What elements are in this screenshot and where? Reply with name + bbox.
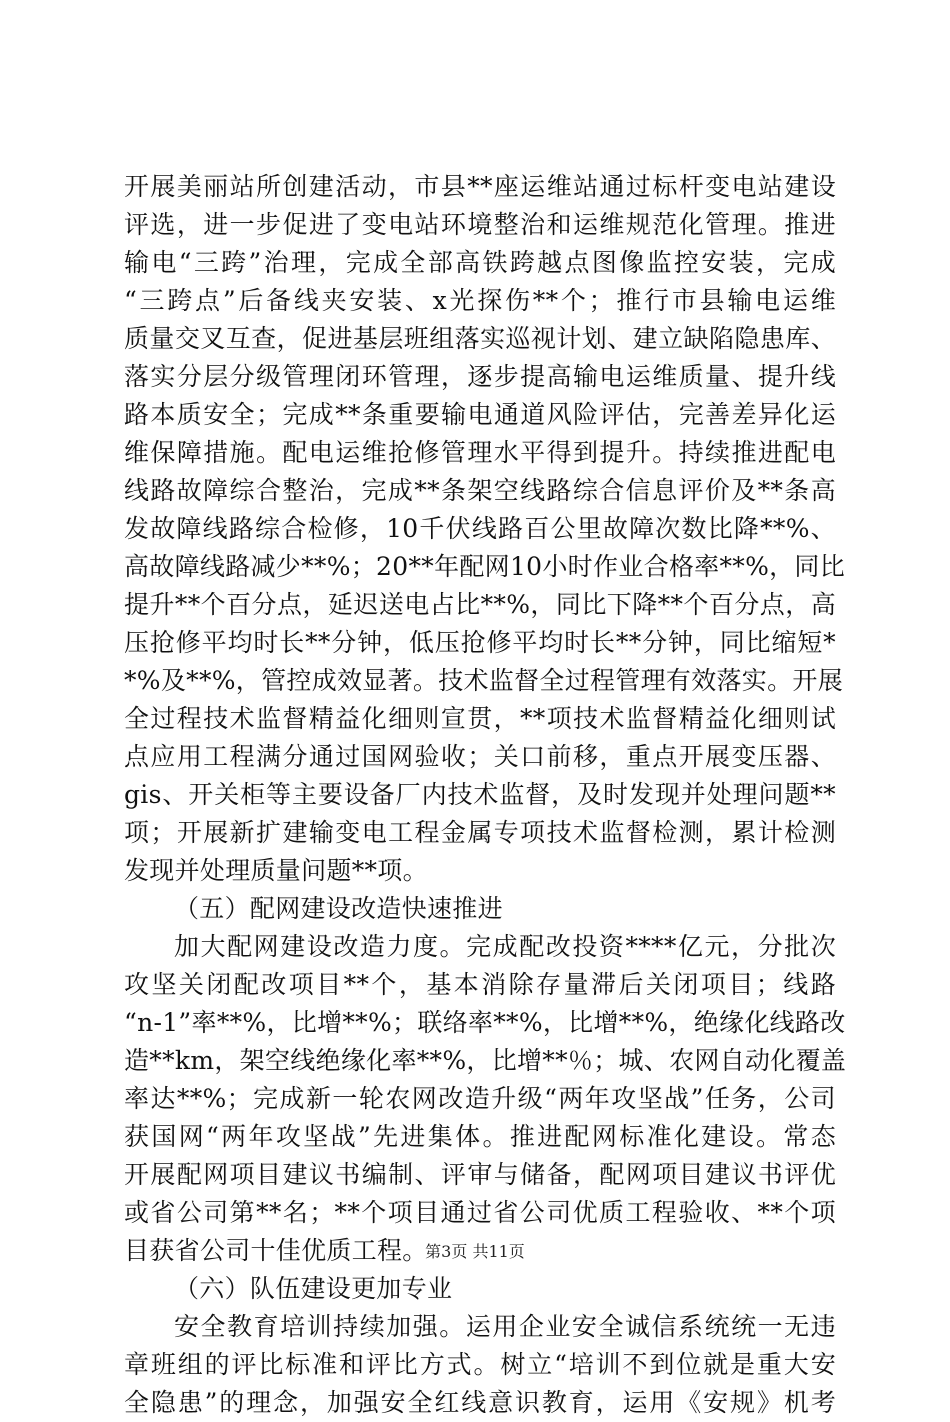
text-line: 发现并处理质量问题**项。	[124, 856, 428, 885]
text-line: 质量交叉互查，促进基层班组落实巡视计划、建立缺陷隐患库、	[124, 324, 836, 353]
text-line: gis、开关柜等主要设备厂内技术监督，及时发现并处理问题**	[124, 780, 836, 809]
text-line: 项；开展新扩建输变电工程金属专项技术监督检测，累计检测	[124, 818, 836, 847]
text-line: 获国网“两年攻坚战”先进集体。推进配网标准化建设。常态	[124, 1122, 836, 1151]
page-footer: 第3页 共11页	[425, 1242, 525, 1261]
text-line: 评选，进一步促进了变电站环境整治和运维规范化管理。推进	[124, 210, 836, 239]
text-line: “n-1”率**%，比增**%；联络率**%，比增**%，绝缘化线路改	[124, 1008, 846, 1037]
text-line: 发故障线路综合检修，10千伏线路百公里故障次数比降**%、	[124, 514, 836, 543]
text-line: 输电“三跨”治理，完成全部高铁跨越点图像监控安装，完成	[124, 248, 836, 277]
text-line: 落实分层分级管理闭环管理，逐步提高输电运维质量、提升线	[124, 362, 836, 391]
text-line: 开展配网项目建议书编制、评审与储备，配网项目建议书评优	[124, 1160, 836, 1189]
text-line: 全隐患”的理念，加强安全红线意识教育，运用《安规》机考	[124, 1388, 836, 1417]
text-line: “三跨点”后备线夹安装、x光探伤**个；推行市县输电运维	[124, 286, 836, 315]
text-line: 攻坚关闭配改项目**个，基本消除存量滞后关闭项目；线路	[124, 970, 836, 999]
text-line: 开展美丽站所创建活动，市县**座运维站通过标杆变电站建设	[124, 172, 836, 201]
text-line: 压抢修平均时长**分钟，低压抢修平均时长**分钟，同比缩短*	[124, 628, 836, 657]
text-line: 点应用工程满分通过国网验收；关口前移，重点开展变压器、	[124, 742, 836, 771]
text-line: 目获省公司十佳优质工程。	[124, 1236, 428, 1265]
section-heading: （五）配网建设改造快速推进	[174, 894, 503, 923]
text-line: 路本质安全；完成**条重要输电通道风险评估，完善差异化运	[124, 400, 836, 429]
text-line: 维保障措施。配电运维抢修管理水平得到提升。持续推进配电	[124, 438, 836, 467]
text-line: *%及**%，管控成效显著。技术监督全过程管理有效落实。开展	[124, 666, 844, 695]
text-line: 率达**%；完成新一轮农网改造升级“两年攻坚战”任务，公司	[124, 1084, 836, 1113]
text-line: 造**km，架空线绝缘化率**%，比增**％；城、农网自动化覆盖	[124, 1046, 847, 1075]
text-line: 提升**个百分点，延迟送电占比**%，同比下降**个百分点，高	[124, 590, 836, 619]
text-line: 全过程技术监督精益化细则宣贯，**项技术监督精益化细则试	[124, 704, 836, 733]
text-line: 或省公司第**名；**个项目通过省公司优质工程验收、**个项	[124, 1198, 836, 1227]
text-line: 线路故障综合整治，完成**条架空线路综合信息评价及**条高	[124, 476, 836, 505]
text-line: 高故障线路减少**%；20**年配网10小时作业合格率**%，同比	[124, 552, 846, 581]
text-line: 加大配网建设改造力度。完成配改投资****亿元，分批次	[174, 932, 836, 961]
document-body	[124, 168, 847, 1422]
text-line: 安全教育培训持续加强。运用企业安全诚信系统统一无违	[174, 1312, 836, 1341]
section-heading: （六）队伍建设更加专业	[174, 1274, 453, 1303]
text-line: 章班组的评比标准和评比方式。树立“培训不到位就是重大安	[124, 1350, 836, 1379]
